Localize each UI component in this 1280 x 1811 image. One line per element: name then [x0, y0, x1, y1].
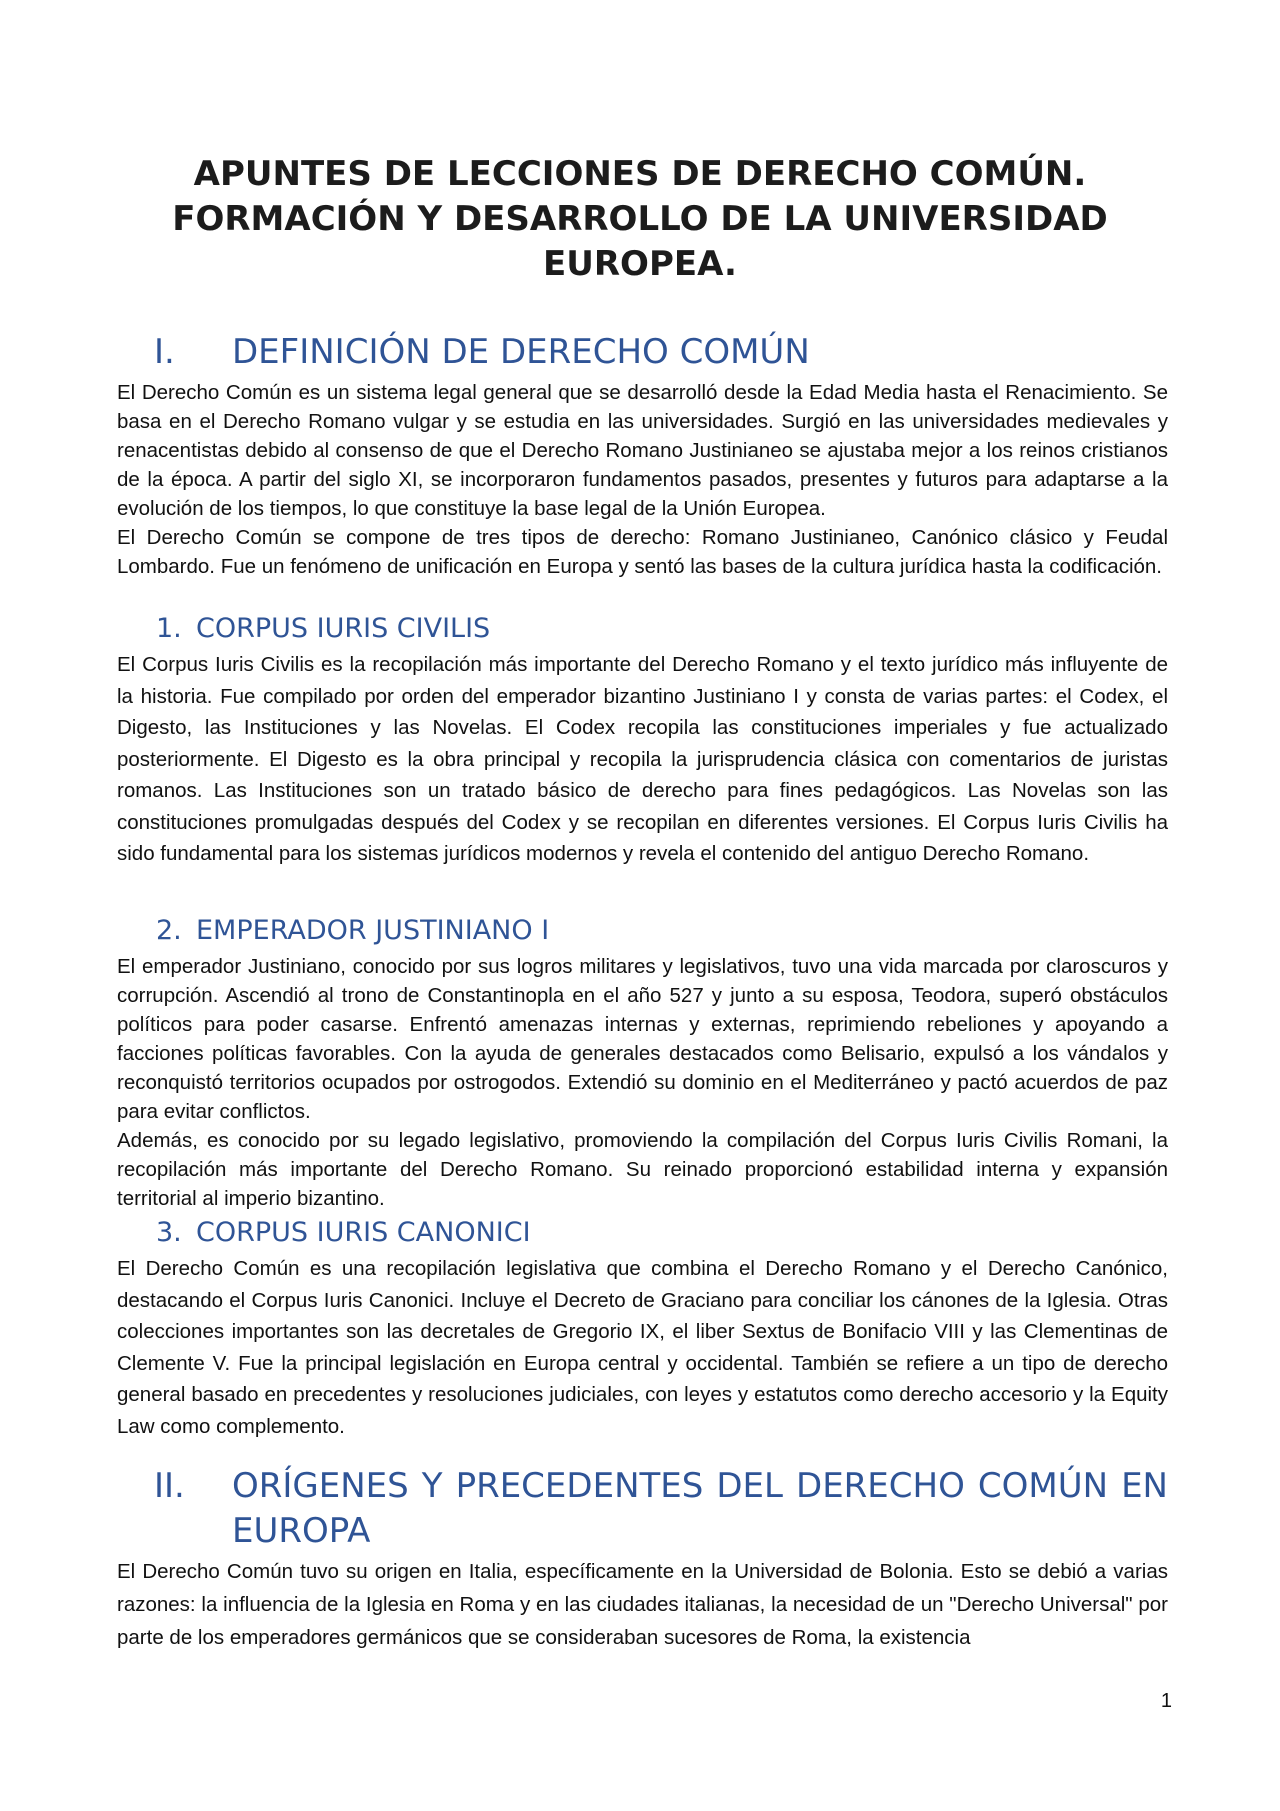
subsection-heading-3 — [156, 1215, 1166, 1251]
paragraph: El Derecho Común se compone de tres tipos de derecho: Romano Justinianeo, Canónico clásico y Feudal Lombardo. Fue un fenómeno de unificación en Europa y sentó las bases de la cultura jurídica hasta la codificación. — [117, 526, 1168, 578]
subsection-number: 2. — [156, 915, 182, 946]
paragraph: El Derecho Común tuvo su origen en Italia, específicamente en la Universidad de Bolonia. Esto se debió a varias razones: la influencia de la Iglesia en Roma y en las ciudades italianas, la necesidad de un "Derecho Universal" por parte de los emperadores germánicos que se consideraban sucesores de Roma, la existencia — [117, 1560, 1168, 1649]
subsection-heading-1 — [156, 611, 1166, 647]
paragraph: El Corpus Iuris Civilis es la recopilación más importante del Derecho Romano y el texto jurídico más influyente de la historia. Fue compilado por orden del emperador bizantino Justiniano I y consta de varias partes: el Codex, el Digesto, las Instituciones y las Novelas. El Codex recopila las constituciones imperiales y fue actualizado posteriormente. El Digesto es la obra principal y recopila la jurisprudencia clásica con comentarios de juristas romanos. Las Instituciones son un tratado básico de derecho para fines pedagógicos. Las Novelas son las constituciones promulgadas después del Codex y se recopilan en diferentes versiones. El Corpus Iuris Civilis ha sido fundamental para los sistemas jurídicos modernos y revela el contenido del antiguo Derecho Romano. — [117, 653, 1168, 865]
section-title: DEFINICIÓN DE DERECHO COMÚN — [232, 332, 810, 372]
section-heading-2 — [154, 1464, 1168, 1554]
document-title: APUNTES DE LECCIONES DE DERECHO COMÚN. FORMACIÓN Y DESARROLLO DE LA UNIVERSIDAD EUROPEA. — [172, 154, 1108, 284]
section-heading-1 — [154, 330, 1168, 375]
paragraph: El Derecho Común es una recopilación legislativa que combina el Derecho Romano y el Derecho Canónico, destacando el Corpus Iuris Canonici. Incluye el Decreto de Graciano para conciliar los cánones de la Iglesia. Otras colecciones importantes son las decretales de Gregorio IX, el liber Sextus de Bonifacio VIII y las Clementinas de Clemente V. Fue la principal legislación en Europa central y occidental. También se refiere a un tipo de derecho general basado en precedentes y resoluciones judiciales, con leyes y estatutos como derecho accesorio y la Equity Law como complemento. — [117, 1257, 1168, 1438]
section-number: II. — [154, 1466, 185, 1506]
subsection-title: EMPERADOR JUSTINIANO I — [196, 915, 550, 946]
paragraph: Además, es conocido por su legado legislativo, promoviendo la compilación del Corpus Iuris Civilis Romani, la recopilación más importante del Derecho Romano. Su reinado proporcionó estabilidad interna y expansión territorial al imperio bizantino. — [117, 1129, 1168, 1210]
section-number: I. — [154, 332, 175, 372]
subsection-number: 1. — [156, 613, 182, 644]
subsection-heading-2 — [156, 913, 1166, 949]
subsection-title: CORPUS IURIS CIVILIS — [196, 613, 491, 644]
paragraph: El Derecho Común es un sistema legal general que se desarrolló desde la Edad Media hasta el Renacimiento. Se basa en el Derecho Romano vulgar y se estudia en las universidades. Surgió en las universidades medievales y renacentistas debido al consenso de que el Derecho Romano Justinianeo se ajustaba mejor a los reinos cristianos de la época. A partir del siglo XI, se incorporaron fundamentos pasados, presentes y futuros para adaptarse a la evolución de los tiempos, lo que constituye la base legal de la Unión Europea. — [117, 381, 1168, 520]
subsection-title: CORPUS IURIS CANONICI — [196, 1217, 531, 1248]
subsection-number: 3. — [156, 1217, 182, 1248]
page-number: 1 — [1160, 1690, 1172, 1712]
section-title: ORÍGENES Y PRECEDENTES DEL DERECHO COMÚN EN EUROPA — [232, 1466, 1168, 1551]
paragraph: El emperador Justiniano, conocido por sus logros militares y legislativos, tuvo una vida marcada por claroscuros y corrupción. Ascendió al trono de Constantinopla en el año 527 y junto a su esposa, Teodora, superó obstáculos políticos para poder casarse. Enfrentó amenazas internas y externas, reprimiendo rebeliones y apoyando a facciones políticas favorables. Con la ayuda de generales destacados como Belisario, expulsó a los vándalos y reconquistó territorios ocupados por ostrogodos. Extendió su dominio en el Mediterráneo y pactó acuerdos de paz para evitar conflictos. — [117, 955, 1168, 1123]
